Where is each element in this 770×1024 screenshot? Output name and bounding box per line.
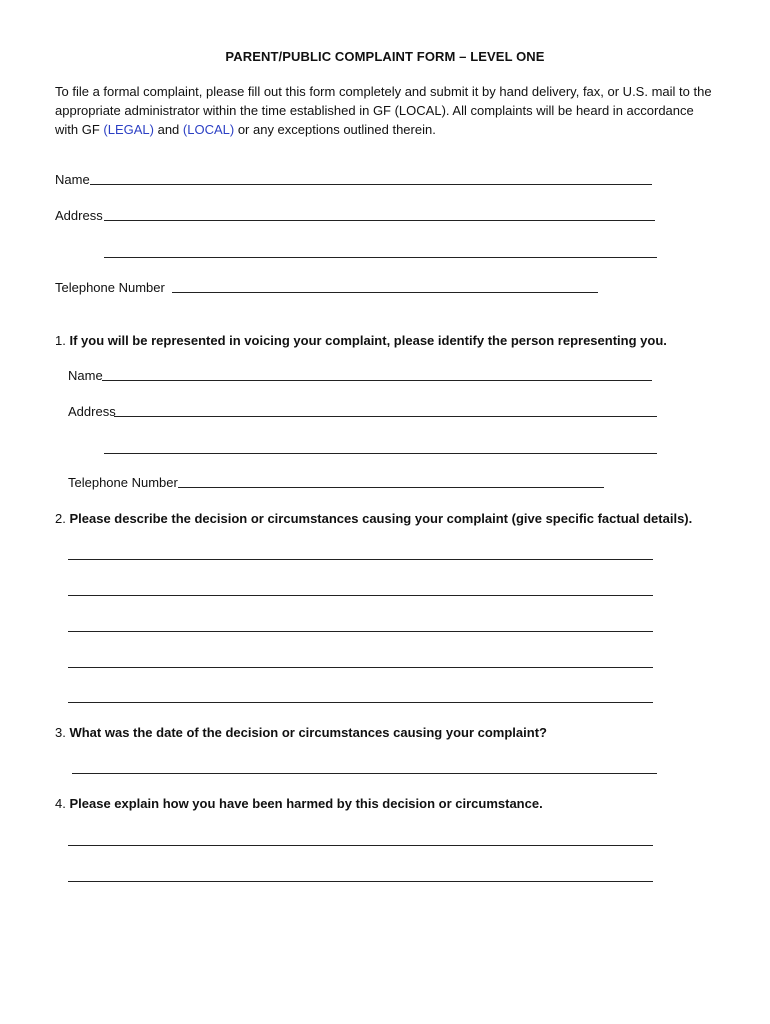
telephone-field[interactable]: [172, 292, 598, 293]
form-title: PARENT/PUBLIC COMPLAINT FORM – LEVEL ONE: [225, 49, 545, 64]
intro-and: and: [153, 122, 183, 137]
q4-answer-line-2[interactable]: [68, 881, 653, 882]
rep-address-field-line-2[interactable]: [104, 453, 657, 454]
address-label: Address: [55, 208, 103, 223]
intro-text-1: To file a formal complaint, please fill out this form completely and submit it by hand delivery, fax, or U.S. mail to the appropriate administrator within the time established in GF (LOCAL). All complaints will be heard in accordance with GF: [55, 84, 712, 137]
local-link[interactable]: (LOCAL): [182, 122, 235, 137]
telephone-label: Telephone Number: [55, 280, 165, 295]
question-4-text: Please explain how you have been harmed by this decision or circumstance.: [69, 796, 543, 811]
rep-telephone-label: Telephone Number: [68, 475, 178, 490]
q3-answer-line[interactable]: [72, 773, 657, 774]
question-1-number: 1.: [55, 333, 66, 348]
q2-answer-line-4[interactable]: [68, 667, 653, 668]
question-2-text: Please describe the decision or circumstances causing your complaint (give specific factual details).: [69, 511, 693, 526]
q2-answer-line-3[interactable]: [68, 631, 653, 632]
intro-paragraph: [55, 82, 715, 139]
name-field[interactable]: [90, 184, 652, 185]
rep-name-field[interactable]: [102, 380, 652, 381]
question-3-text: What was the date of the decision or circumstances causing your complaint?: [69, 725, 547, 740]
question-3: [55, 725, 547, 740]
question-2: [55, 511, 692, 526]
rep-name-label: Name: [68, 368, 103, 383]
question-3-number: 3.: [55, 725, 66, 740]
intro-text-2: or any exceptions outlined therein.: [234, 122, 436, 137]
rep-address-field[interactable]: [114, 416, 657, 417]
q4-answer-line-1[interactable]: [68, 845, 653, 846]
q2-answer-line-2[interactable]: [68, 595, 653, 596]
question-4: [55, 796, 543, 811]
q2-answer-line-5[interactable]: [68, 702, 653, 703]
address-field[interactable]: [104, 220, 655, 221]
question-1: [55, 333, 667, 348]
rep-telephone-field[interactable]: [178, 487, 604, 488]
question-2-number: 2.: [55, 511, 66, 526]
legal-link[interactable]: (LEGAL): [103, 122, 154, 137]
question-4-number: 4.: [55, 796, 66, 811]
q2-answer-line-1[interactable]: [68, 559, 653, 560]
address-field-line-2[interactable]: [104, 257, 657, 258]
name-label: Name: [55, 172, 90, 187]
rep-address-label: Address: [68, 404, 116, 419]
question-1-text: If you will be represented in voicing your complaint, please identify the person representing you.: [69, 333, 667, 348]
